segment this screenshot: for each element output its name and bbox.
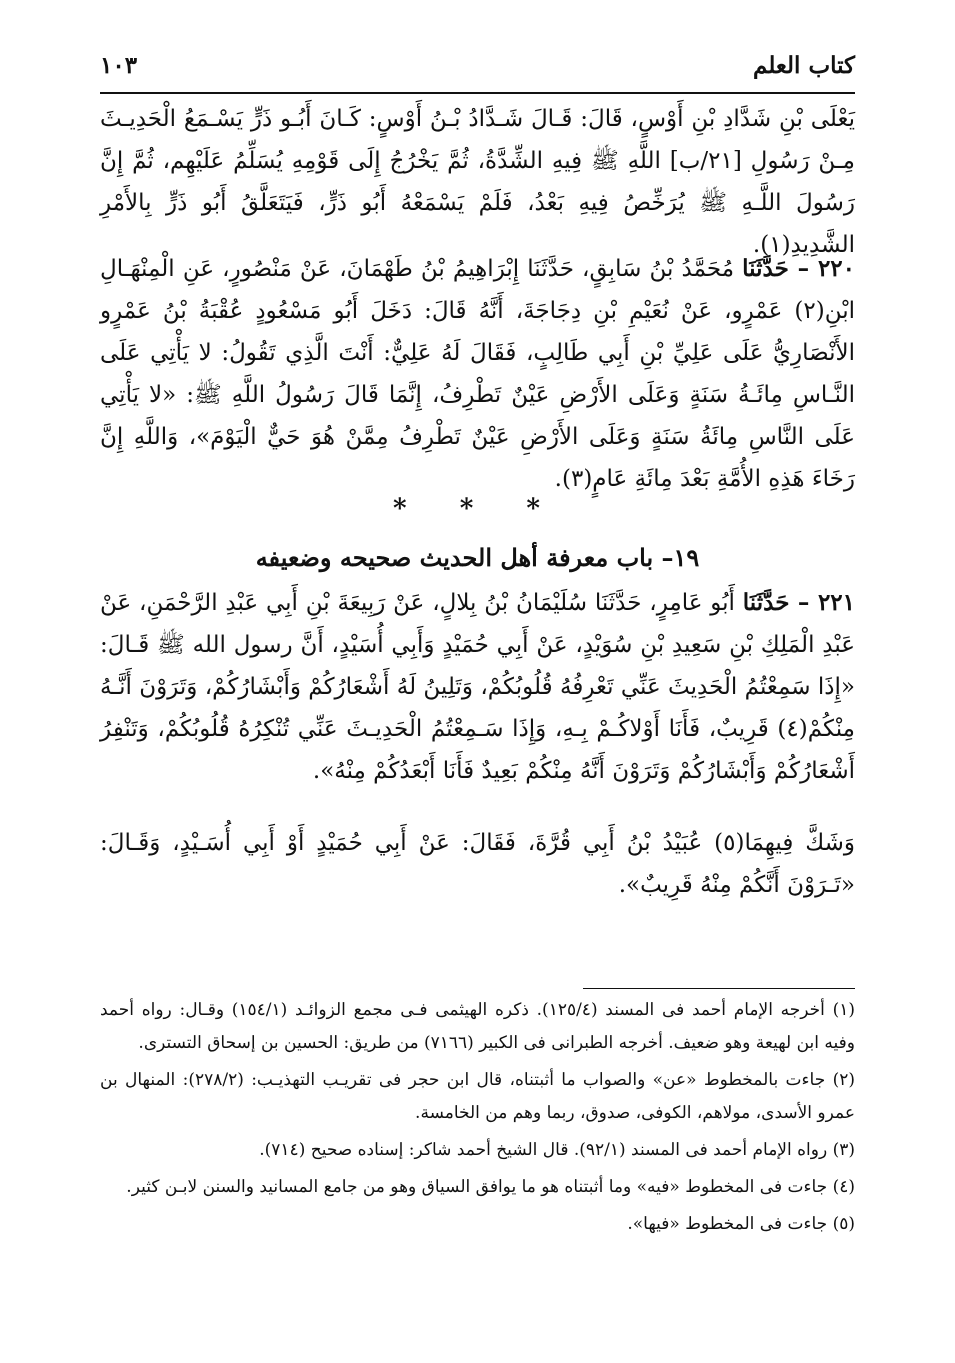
footnote-4: (٤) جاءت فى المخطوط «فيه» وما أثبتناه هو ما يوافق السياق وهو من جامع المسانيد والسنن لابـن كثير. [126,1177,855,1197]
hadith-220 [100,248,855,492]
header-rule [100,92,855,94]
paragraph-1: يَعْلَى بْنِ شَدَّادِ بْنِ أَوْسٍ، قَالَ: قَـالَ شَـدَّادُ بْـنُ أَوْسٍ: كَـانَ أَبُـو ذَرٍّ يَسْـمَعُ الْحَدِيـثَ مِـنْ رَسُولِ [٢١/ب] اللَّهِ ﷺ فِيهِ الشِّدَّةُ، ثُمَّ يَخْرُجُ إِلَى قَوْمِهِ يُسَلِّمُ عَلَيْهِم، ثُمَّ إِنَّ رَسُولَ اللَّـهِ ﷺ يُرَخِّصُ فِيهِ بَعْدُ، فَلَمْ يَسْمَعْهُ أَبُو ذَرٍّ، فَيَتَعَلَّقُ أَبُو ذَرٍّ بِالأَمْرِ الشَّدِيدِ(١). [100,106,855,258]
footnotes [100,994,855,1245]
hadith-221-number: ٢٢١ – حَدَّثَنَا [742,589,856,616]
hadith-220-number: ٢٢٠ – حَدَّثَنَا [742,255,855,282]
footnote-2: (٢) جاءت بالمخطوط «عن» والصواب ما أثبتناه، قال ابن حجر فى تقريـب التهذيـب: (٢٧٨/٢): المنهال بن عمرو الأسدى، مولاهم، الكوفى، صدوق، ربما وهم من الخامسة. [100,1070,855,1123]
hadith-221-text: أَبُو عَامِرٍ، حَدَّثَنَا سُلَيْمَانُ بْنُ بِلالٍ، عَنْ رَبِيعَةَ بْنِ أَبِي عَبْدِ الرَّحْمَنِ، عَنْ عَبْدِ الْمَلِكِ بْنِ سَعِيدِ بْنِ سُوَيْدٍ، عَنْ أَبِي حُمَيْدٍ وَأَبِي أُسَيْدٍ، أَنَّ رسول الله ﷺ قَـالَ: «إِذَا سَمِعْتُمُ الْحَدِيثَ عَنِّي تَعْرِفُهُ قُلُوبُكُمْ، وَتَلِينُ لَهُ أَشْعَارُكُمْ وَأَبْشَارُكُمْ، وَتَرَوْنَ أَنَّـهُ مِنْكُمْ(٤) قَرِيبٌ، فَأَنَا أَوْلاكُـمْ بِـهِ، وَإِذَا سَـمِعْتُمُ الْحَدِيـثَ عَنِّي تُنْكِرُهُ قُلُوبُكُمْ، وَتَنْفِرُ أَشْعَارُكُمْ وَأَبْشَارُكُمْ وَتَرَوْنَ أَنَّهُ مِنْكُمْ بَعِيدٌ فَأَنَا أَبْعَدُكُمْ مِنْهُ». [100,590,855,784]
main-text [100,98,855,912]
footnote-1: (١) أخرجه الإمام أحمد فى المسند (١٢٥/٤). ذكره الهيثمى فـى مجمع الزوائـد (١٥٤/١) وقـال: رواه أحمد وفيه ابن لهيعة وهو ضعيف. أخرجه الطبرانى فى الكبير (٧١٦٦) من طريق: الحسين بن إسحاق التسترى. [100,1000,856,1053]
paragraph-4: وَشَكَّ فِيهِمَا(٥) عُبَيْدُ بْنُ أَبِي قُرَّةَ، فَقَالَ: عَنْ أَبِي حُمَيْدٍ أَوْ أَبِي أُسَـيْدٍ، وَقَـالَ: «تَـرَوْنَ أَنَّكُمْ مِنْهُ قَرِيبٌ». [100,830,855,898]
page-number: ١٠٣ [100,52,138,79]
section-separator: * * * [393,494,562,524]
chapter-heading: ١٩– باب معرفة أهل الحديث صحيحه وضعيفه [255,543,700,572]
footnote-3: (٣) رواه الإمام أحمد فى المسند (٩٢/١). قال الشيخ أحمد شاكر: إسناده صحيح (٧١٤). [259,1140,855,1160]
footnote-rule [583,988,855,989]
book-title: كتاب العلم [753,52,855,79]
page-header [100,48,855,92]
hadith-220-text: مُحَمَّدُ بْنُ سَابِقٍ، حَدَّثَنَا إِبْرَاهِيمُ بْنُ طَهْمَانَ، عَنْ مَنْصُورٍ، عَنِ الْمِنْهَـالِ ابْنِ(٢) عَمْرٍو، عَنْ نُعَيْمِ بْنِ دِجَاجَةَ، أَنَّهُ قَالَ: دَخَلَ أَبُو مَسْعُودٍ عُقْبَةُ بْنُ عَمْرٍو الأَنْصَارِيُّ عَلَى عَلِيِّ بْنِ أَبِي طَالِبٍ، فَقَالَ لَهُ عَلِيٌّ: أَنْتَ الَّذِي تَقُولُ: لا يَأْتِي عَلَى النَّـاسِ مِائَـةُ سَنَةٍ وَعَلَى الأَرْضِ عَيْنٌ تَطْرِفُ، إِنَّمَا قَالَ رَسُولُ اللَّهِ ﷺ: «لا يَأْتِي عَلَى النَّاسِ مِائَةُ سَنَةٍ وَعَلَى الأَرْضِ عَيْنٌ تَطْرِفُ مِمَّنْ هُوَ حَيٌّ الْيَوْمَ»، وَاللَّهِ إِنَّ رَخَاءَ هَذِهِ الأُمَّةِ بَعْدَ مِائَةِ عَامٍ(٣). [100,256,855,492]
hadith-221 [100,582,855,822]
footnote-5: (٥) جاءت فى المخطوط «فيها». [627,1214,855,1234]
